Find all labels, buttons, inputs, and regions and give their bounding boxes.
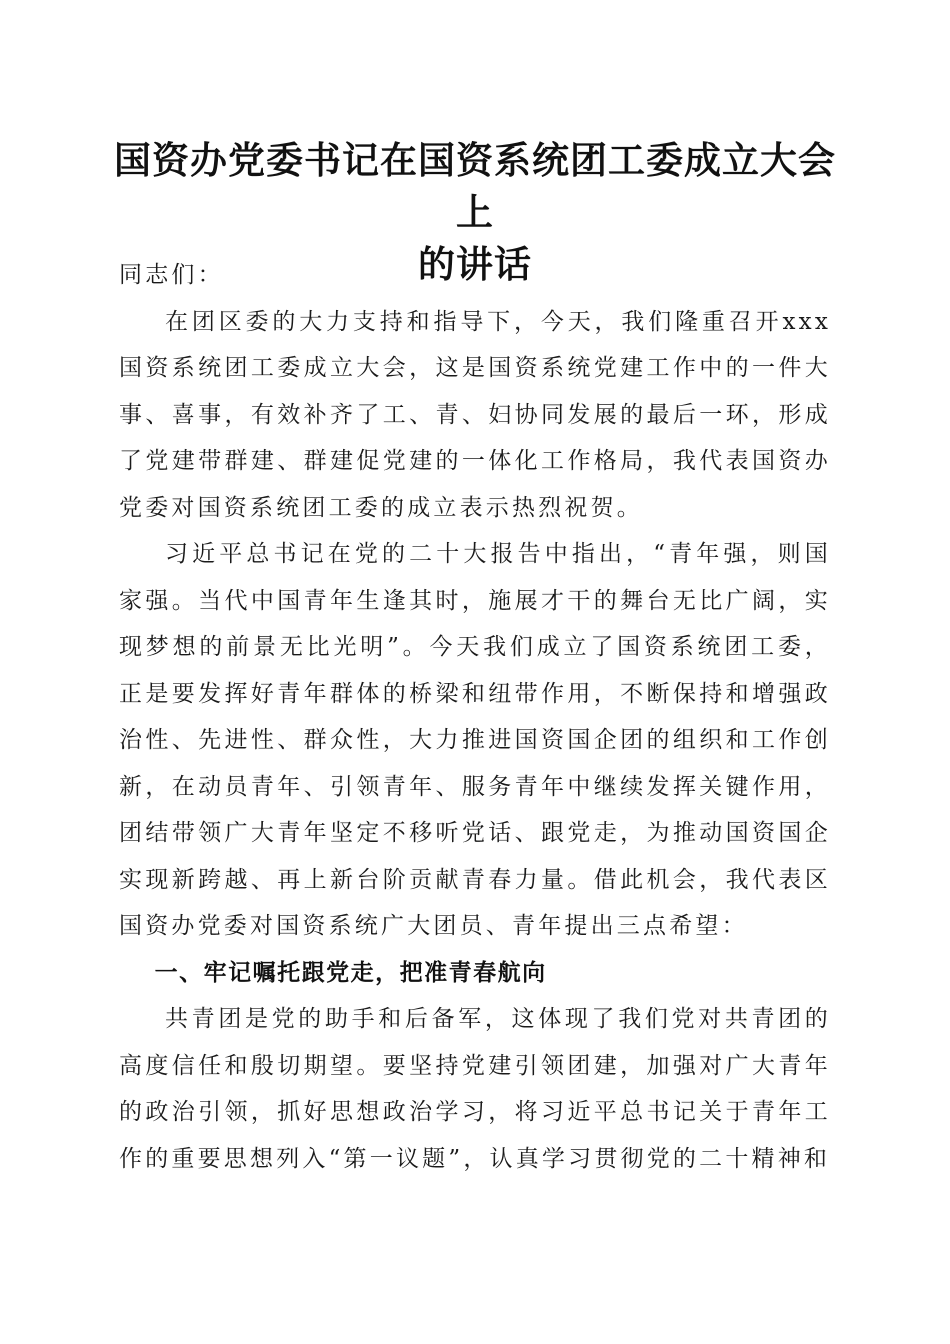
document-body — [119, 252, 831, 1182]
title-line-2: 的讲话 — [418, 242, 532, 286]
paragraph-opening: 在团区委的大力支持和指导下，今天，我们隆重召开xxx国资系统团工委成立大会，这是国资系统党建工作中的一件大事、喜事，有效补齐了工、青、妇协同发展的最后一环，形成了党建带群建、群建促党建的一体化工作格局，我代表国资办党委对国资系统团工委的成立表示热烈祝贺。 — [119, 308, 831, 521]
paragraph-section-1: 共青团是党的助手和后备军，这体现了我们党对共青团的高度信任和殷切期望。要坚持党建引领团建，加强对广大青年的政治引领，抓好思想政治学习，将习近平总书记关于青年工作的重要思想列入“第一议题”，认真学习贯彻党的二十精神和 — [119, 1006, 831, 1172]
salutation: 同志们： — [119, 262, 224, 288]
section-heading-1: 一、牢记嘱托跟党走，把准青春航向 — [154, 959, 547, 986]
paragraph-quote: 习近平总书记在党的二十大报告中指出，“青年强，则国家强。当代中国青年生逢其时，施展才干的舞台无比广阔，实现梦想的前景无比光明”。今天我们成立了国资系统团工委，正是要发挥好青年群体的桥梁和纽带作用，不断保持和增强政治性、先进性、群众性，大力推进国资国企团的组织和工作创新，在动员青年、引领青年、服务青年中继续发挥关键作用，团结带领广大青年坚定不移听党话、跟党走，为推动国资国企实现新跨越、再上新台阶贡献青春力量。借此机会，我代表区国资办党委对国资系统广大团员、青年提出三点希望： — [119, 541, 831, 939]
title-line-1: 国资办党委书记在国资系统团工委成立大会上 — [114, 138, 836, 234]
